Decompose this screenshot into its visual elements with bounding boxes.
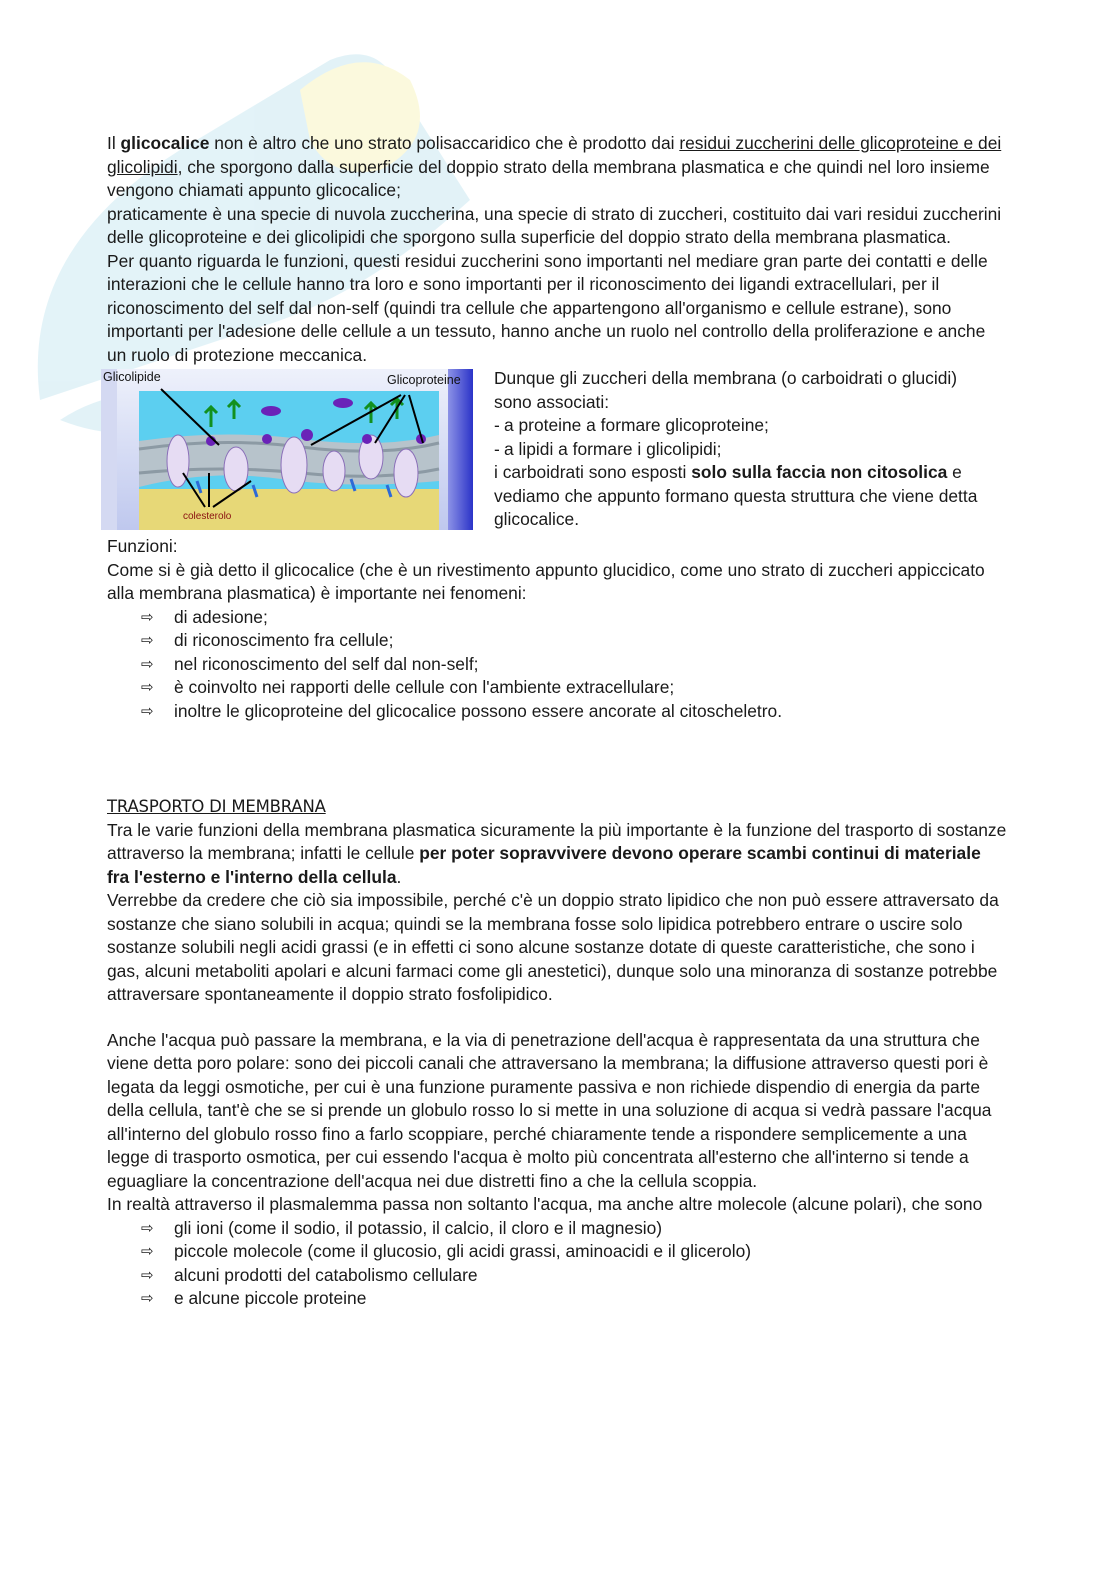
paragraph-nuvola-zuccherina: praticamente è una specie di nuvola zuccherina, una specie di strato di zuccheri, costituito dai vari residui zuccherini delle glicoproteine e dei glicolipidi che sporgono sulla superficie del doppio strato della membrana plasmatica. bbox=[107, 203, 1002, 247]
list-item: ⇨ inoltre le glicoproteine del glicocalice possono essere ancorate al citoscheletro. bbox=[141, 700, 1007, 724]
list-item: ⇨ piccole molecole (come il glucosio, gli acidi grassi, aminoacidi e il glicerolo) bbox=[141, 1240, 1007, 1264]
figtext-dash-item-proteine: - a proteine a formare glicoproteine; bbox=[494, 415, 769, 435]
figtext-intro: Dunque gli zuccheri della membrana (o carboidrati o glucidi) sono associati: bbox=[494, 368, 958, 412]
membrane-diagram-image bbox=[101, 369, 473, 530]
arrow-right-icon: ⇨ bbox=[141, 631, 154, 649]
emphasis-scambi: per poter sopravvivere devono operare scambi continui di materiale fra l'esterno e l'interno della cellula bbox=[107, 843, 981, 887]
funzioni-title: Funzioni: bbox=[107, 536, 178, 556]
figure-label-glicoproteine: Glicoproteine bbox=[387, 373, 461, 387]
figtext-carboidrati: i carboidrati sono esposti solo sulla faccia non citosolica e vediamo che appunto formano questa struttura che viene detta glicocalice. bbox=[494, 462, 978, 529]
list-item: ⇨ e alcune piccole proteine bbox=[141, 1287, 1007, 1311]
figure-side-text bbox=[494, 367, 994, 532]
arrow-right-icon: ⇨ bbox=[141, 1289, 154, 1307]
paragraph-trasporto-intro: Tra le varie funzioni della membrana plasmatica sicuramente la più importante è la funzione del trasporto di sostanze attraverso la membrana; infatti le cellule per poter sopravvivere devono operare scambi continui di materiale fra l'esterno e l'interno della cellula. bbox=[107, 819, 1007, 887]
list-item: ⇨ gli ioni (come il sodio, il potassio, il calcio, il cloro e il magnesio) bbox=[141, 1217, 1007, 1241]
arrow-right-icon: ⇨ bbox=[141, 654, 154, 673]
emphasis-non-citosolica: solo sulla faccia non citosolica bbox=[691, 462, 948, 482]
arrow-right-icon: ⇨ bbox=[141, 678, 154, 696]
document-page bbox=[103, 132, 1007, 1311]
list-item: ⇨ è coinvolto nei rapporti delle cellule con l'ambiente extracellulare; bbox=[141, 676, 1007, 700]
list-item: ⇨ di riconoscimento fra cellule; bbox=[141, 629, 1007, 653]
arrow-right-icon: ⇨ bbox=[141, 607, 154, 626]
funzioni-list bbox=[107, 606, 1007, 724]
arrow-right-icon: ⇨ bbox=[141, 1242, 154, 1260]
figure-row bbox=[103, 368, 1007, 535]
section-heading-trasporto: TRASPORTO DI MEMBRANA bbox=[107, 797, 326, 816]
paragraph-acqua: Anche l'acqua può passare la membrana, e la via di penetrazione dell'acqua è rappresentata da una struttura che viene detta poro polare: sono dei piccoli canali che attraversano la membrana; la diffusione attraverso questi pori è legata da leggi osmotiche, per cui è una funzione puramente passiva e non richiede dispendio di energia da parte della cellula, tant'è che se si prende un globulo rosso lo si mette in una soluzione di acqua si vedrà passare l'acqua all'interno del globulo rosso fino a farlo scoppiare, perché chiaramente tende a rispondere semplicemente a una legge di trasporto osmotica, per cui essendo l'acqua è molto più concentrata all'esterno che all'interno si tende a eguagliare la concentrazione dell'acqua nei due distretti fino a che la cellula scoppia. bbox=[107, 1029, 992, 1191]
term-glicocalice: glicocalice bbox=[120, 133, 210, 153]
paragraph-doppio-strato: Verrebbe da credere che ciò sia impossibile, perché c'è un doppio strato lipidico che non può essere attraversato da sostanze che siano solubili in acqua; quindi se la membrana fosse solo lipidica potrebbero entrare o uscire solo sostanze solubili negli acidi grassi (e in effetti ci sono alcune sostanze dotate di queste caratteristiche, che sono i gas, alcuni metaboliti apolari e alcuni farmaci come gli anestetici), dunque solo una minoranza di sostanze potrebbe attraversare spontaneamente il doppio strato fosfolipidico. bbox=[107, 890, 999, 1004]
funzioni-intro: Come si è già detto il glicocalice (che è un rivestimento appunto glucidico, come uno strato di zuccheri appiccicato alla membrana plasmatica) è importante nei fenomeni: bbox=[107, 559, 985, 603]
list-item: ⇨ nel riconoscimento del self dal non-self; bbox=[141, 653, 1007, 677]
arrow-right-icon: ⇨ bbox=[141, 1265, 154, 1284]
figure-label-colesterolo: colesterolo bbox=[183, 511, 232, 522]
list-item: ⇨ alcuni prodotti del catabolismo cellulare bbox=[141, 1264, 1007, 1288]
figure-label-glicolipide: Glicolipide bbox=[103, 370, 161, 384]
figtext-dash-item-lipidi: - a lipidi a formare i glicolipidi; bbox=[494, 438, 722, 459]
arrow-right-icon: ⇨ bbox=[141, 701, 154, 720]
paragraph-glicocalice-definition: Il glicocalice non è altro che uno strato polisaccaridico che è prodotto dai residui zuccherini delle glicoproteine e dei glicolipidi, che sporgono dalla superficie del doppio strato della membrana plasmatica e che quindi nel loro insieme vengono chiamati appunto glicocalice; bbox=[107, 133, 1002, 200]
paragraph-funzioni-residui: Per quanto riguarda le funzioni, questi residui zuccherini sono importanti nel mediare gran parte dei contatti e delle interazioni che le cellule hanno tra loro e sono importanti per il riconoscimento dei ligandi extracellulari, per il riconoscimento del self dal non-self (quindi tra cellule che appartengono all'organismo e cellule estrane), sono importanti per l'adesione delle cellule a un tessuto, hanno anche un ruolo nel controllo della proliferazione e anche un ruolo di protezione meccanica. bbox=[107, 250, 988, 365]
paragraph-plasmalemma: In realtà attraverso il plasmalemma passa non soltanto l'acqua, ma anche altre molecole (alcune polari), che sono bbox=[107, 1194, 983, 1214]
list-item: ⇨ di adesione; bbox=[141, 606, 1007, 630]
molecole-list bbox=[107, 1217, 1007, 1311]
arrow-right-icon: ⇨ bbox=[141, 1218, 154, 1237]
underlined-phrase: residui zuccherini delle glicoproteine e dei glicolipidi bbox=[107, 133, 1002, 177]
